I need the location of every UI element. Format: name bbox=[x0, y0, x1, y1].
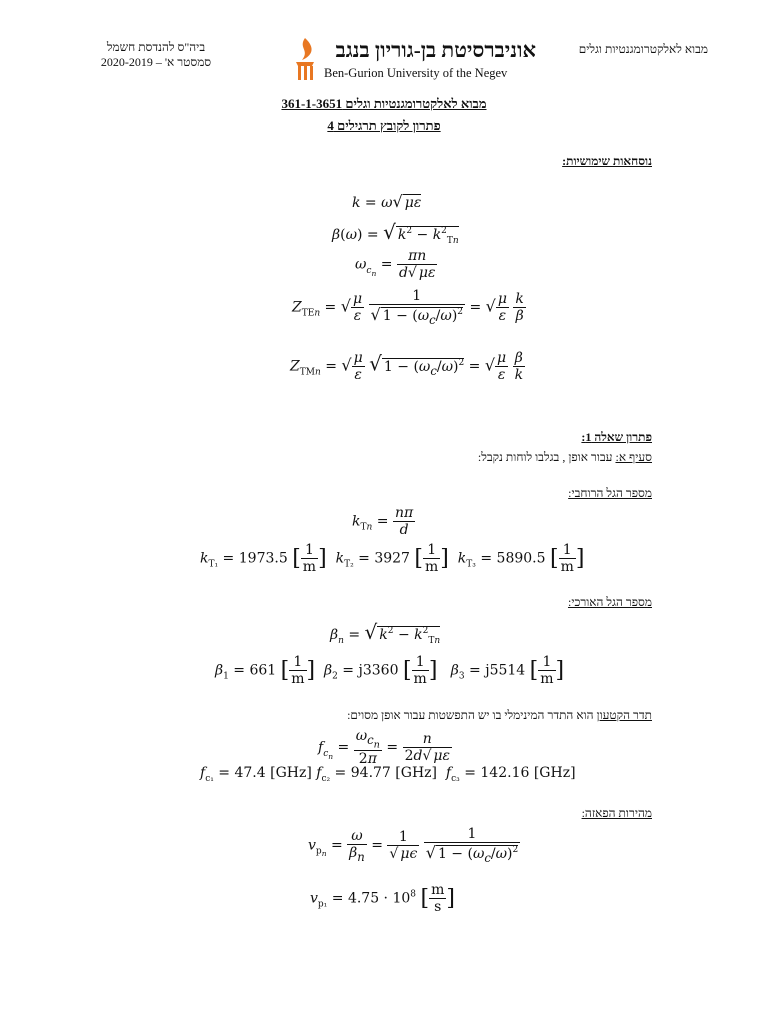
transverse-wavenumber-heading: מספר הגל הרוחבי: bbox=[568, 486, 652, 500]
useful-formulas-heading: נוסחאות שימושיות: bbox=[562, 154, 652, 168]
semester-line: סמסטר א' – 2020-2019 bbox=[100, 55, 212, 69]
vp1-exponent: 8 bbox=[410, 889, 417, 900]
department-header bbox=[86, 40, 226, 70]
part-a-text: עבור אופן , בגלבו לוחות נקבל: bbox=[477, 450, 613, 464]
fc1-value: 47.4 bbox=[234, 765, 266, 781]
kt-formula: $k_{Tn}$ = $\frac{n\pi}{d}$ bbox=[352, 505, 414, 538]
cutoff-label: תדר הקטעון bbox=[596, 708, 652, 722]
cutoff-frequency-formula: $f_{c_n}$ = $\frac{\omega_{c_n}}{2\pi}$ = $\frac{n}{2d√ \mu\varepsilon}$ bbox=[318, 728, 451, 768]
kt3-value: 5890.5 bbox=[496, 550, 546, 567]
fc2-value: 94.77 bbox=[350, 765, 391, 781]
vp1-mantissa: 4.75 · 10 bbox=[347, 890, 411, 907]
fc3-value: 142.16 bbox=[480, 765, 530, 781]
cutoff-omega-formula: $\omega_{c_n}$ = $\frac{\pi n}{d√ \mu\varepsilon}$ bbox=[355, 248, 436, 281]
kt-values: $k_{T_1} = 1973.5$ [ $\frac{1}{m}$ ] $k_{T_2} = 3927$ [ $\frac{1}{m}$ ] $k_{T_3} = 5890.5$ [ $\frac{1}{m}$ ] bbox=[200, 542, 585, 575]
beta-n-formula: $\beta_n$ = √ $k^2 - k^2_{Tn}$ bbox=[330, 620, 441, 646]
document-title: פתרון לקובץ תרגילים 4 bbox=[327, 118, 441, 133]
flame-logo-icon bbox=[290, 36, 320, 82]
university-english-name: Ben-Gurion University of the Negev bbox=[324, 66, 508, 80]
te-impedance-formula: $Z_{TEn}$ = √ $\frac{\mu}{\varepsilon}$ $\frac{1}{√ 1 - (\omega_c/\omega)^2}$ = √ $\frac{\mu}{\varepsilon}$ $\frac{k}{\beta}$ bbox=[292, 288, 524, 327]
phase-velocity-formula: $v_{p_n}$ = $\frac{\omega}{\beta_n}$ = $\frac{1}{√ \mu\epsilon}$ $\frac{1}{√ 1 - (\omega_c/\omega)^2}$ bbox=[308, 826, 519, 865]
beta3-value: j5514 bbox=[485, 662, 526, 679]
wavenumber-formula: k = ω√ με bbox=[352, 192, 422, 211]
beta-formula: β(ω) = √ $k^2 - k^2_{Tn}$ bbox=[332, 220, 459, 246]
beta2-value: j3360 bbox=[358, 662, 399, 679]
cutoff-text: הוא התדר המינימלי בו יש התפשטות עבור אופן מסוים: bbox=[347, 708, 594, 722]
kt1-value: 1973.5 bbox=[238, 550, 288, 567]
part-a-label: סעיף א: bbox=[615, 450, 652, 464]
course-title: מבוא לאלקטרומגנטיות וגלים 361-1-3651 bbox=[281, 96, 487, 111]
tm-impedance-formula: $Z_{TMn}$ = √ $\frac{\mu}{\varepsilon}$ √ $1 - (\omega_c/\omega)^2$ = √ $\frac{\mu}{\varepsilon}$ $\frac{\beta}{k}$ bbox=[290, 350, 524, 383]
phase-velocity-value: $v_{p_1} = 4.75 \cdot 10^8$ [ $\frac{m}{s}$ ] bbox=[310, 882, 455, 915]
university-logo bbox=[290, 36, 540, 86]
question1-heading: פתרון שאלה 1: bbox=[581, 430, 652, 444]
phase-velocity-heading: מהירות הפאזה: bbox=[581, 806, 652, 820]
question1-part-a bbox=[478, 450, 652, 465]
department-line: ביה"ס להנדסת חשמל bbox=[106, 40, 206, 54]
longitudinal-wavenumber-heading: מספר הגל האורכי: bbox=[567, 595, 652, 609]
cutoff-heading bbox=[347, 708, 652, 723]
cutoff-values: $f_{c_1} = 47.4$ [GHz] $f_{c_2} = 94.77$ [GHz] $f_{c_3} = 142.16$ [GHz] bbox=[200, 765, 576, 784]
fc3-unit: [GHz] bbox=[533, 765, 576, 781]
beta1-value: 661 bbox=[249, 662, 277, 679]
fc1-unit: [GHz] bbox=[270, 765, 312, 781]
kt2-value: 3927 bbox=[374, 550, 410, 567]
beta-values: $\beta_1 = 661$ [ $\frac{1}{m}$ ] $\beta_2 = j3360$ [ $\frac{1}{m}$ ] $\beta_3 = j5514$ [ $\frac{1}{m}$ ] bbox=[215, 654, 565, 687]
course-name-header: מבוא לאלקטרומגנטיות וגלים bbox=[578, 42, 708, 56]
university-hebrew-name: אוניברסיטת בן-גוריון בנגב bbox=[335, 38, 536, 62]
fc2-unit: [GHz] bbox=[395, 765, 437, 781]
